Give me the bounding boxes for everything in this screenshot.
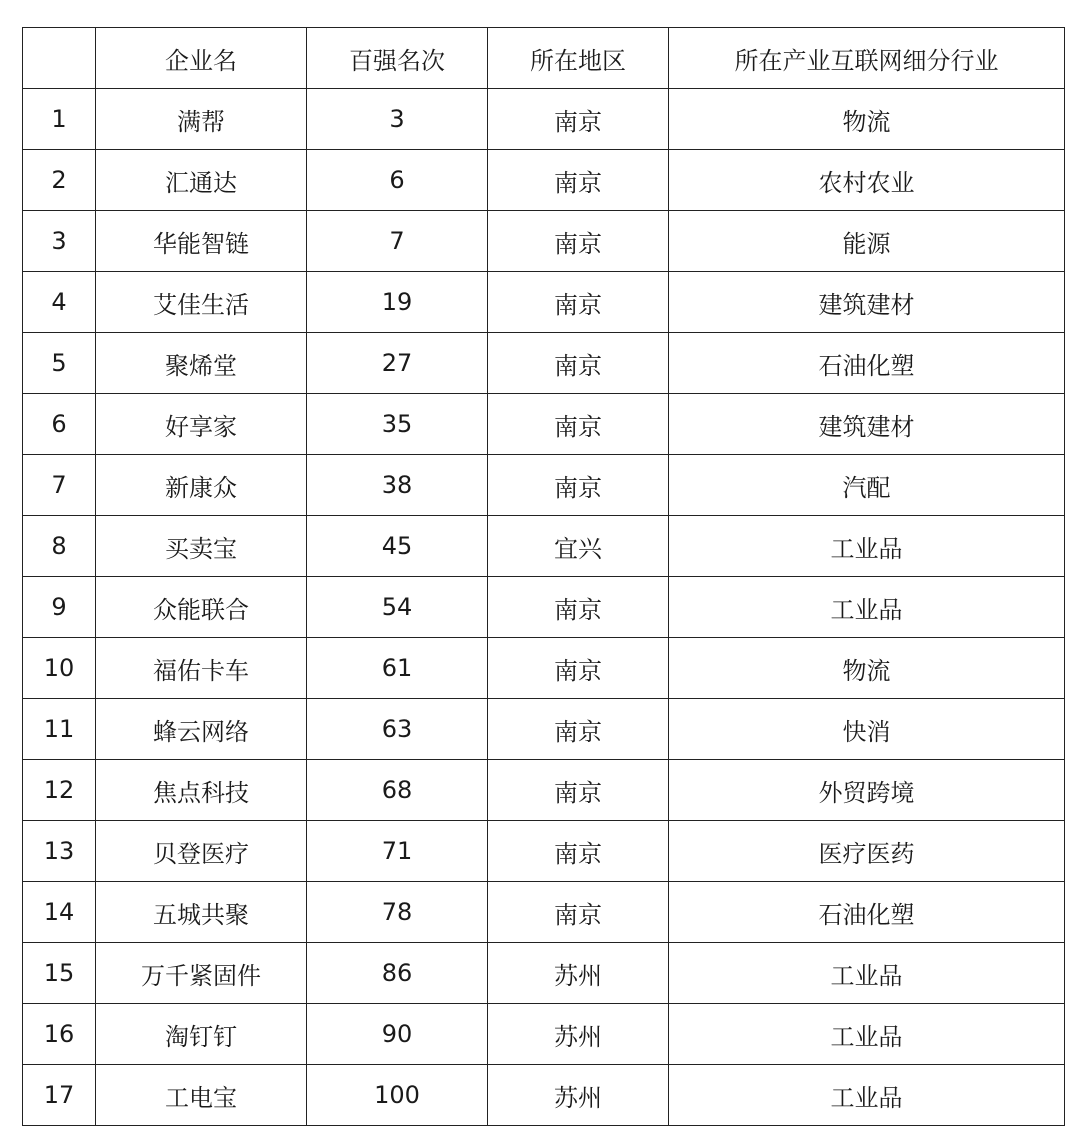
region-value: 南京 <box>488 760 669 821</box>
industry-value: 物流 <box>669 89 1065 150</box>
row-index: 3 <box>23 211 96 272</box>
rank-value: 90 <box>307 1004 488 1065</box>
header-row <box>23 28 1065 89</box>
table-row <box>23 1004 1065 1065</box>
company-name: 工电宝 <box>96 1065 307 1126</box>
row-index: 9 <box>23 577 96 638</box>
ranking-table <box>22 27 1065 1126</box>
industry-value: 工业品 <box>669 1004 1065 1065</box>
table-row <box>23 394 1065 455</box>
table-row <box>23 333 1065 394</box>
table-row <box>23 760 1065 821</box>
table-row <box>23 577 1065 638</box>
row-index: 1 <box>23 89 96 150</box>
table-row <box>23 638 1065 699</box>
industry-value: 建筑建材 <box>669 272 1065 333</box>
industry-value: 外贸跨境 <box>669 760 1065 821</box>
row-index: 11 <box>23 699 96 760</box>
company-name: 满帮 <box>96 89 307 150</box>
company-name: 华能智链 <box>96 211 307 272</box>
table-row <box>23 272 1065 333</box>
company-name: 焦点科技 <box>96 760 307 821</box>
table-row <box>23 821 1065 882</box>
region-value: 南京 <box>488 333 669 394</box>
industry-value: 汽配 <box>669 455 1065 516</box>
rank-value: 38 <box>307 455 488 516</box>
table-body <box>23 89 1065 1126</box>
row-index: 15 <box>23 943 96 1004</box>
industry-value: 工业品 <box>669 516 1065 577</box>
region-value: 宜兴 <box>488 516 669 577</box>
row-index: 10 <box>23 638 96 699</box>
region-value: 南京 <box>488 638 669 699</box>
header-rank: 百强名次 <box>307 28 488 89</box>
rank-value: 7 <box>307 211 488 272</box>
company-name: 贝登医疗 <box>96 821 307 882</box>
rank-value: 71 <box>307 821 488 882</box>
row-index: 13 <box>23 821 96 882</box>
rank-value: 78 <box>307 882 488 943</box>
rank-value: 54 <box>307 577 488 638</box>
header-index <box>23 28 96 89</box>
company-name: 五城共聚 <box>96 882 307 943</box>
region-value: 南京 <box>488 89 669 150</box>
rank-value: 45 <box>307 516 488 577</box>
row-index: 14 <box>23 882 96 943</box>
row-index: 4 <box>23 272 96 333</box>
row-index: 17 <box>23 1065 96 1126</box>
company-name: 好享家 <box>96 394 307 455</box>
table-row <box>23 516 1065 577</box>
row-index: 12 <box>23 760 96 821</box>
table-row <box>23 150 1065 211</box>
company-name: 众能联合 <box>96 577 307 638</box>
region-value: 南京 <box>488 272 669 333</box>
company-name: 万千紧固件 <box>96 943 307 1004</box>
industry-value: 工业品 <box>669 577 1065 638</box>
region-value: 苏州 <box>488 1065 669 1126</box>
row-index: 7 <box>23 455 96 516</box>
rank-value: 61 <box>307 638 488 699</box>
company-name: 蜂云网络 <box>96 699 307 760</box>
table-row <box>23 455 1065 516</box>
rank-value: 68 <box>307 760 488 821</box>
region-value: 南京 <box>488 577 669 638</box>
region-value: 南京 <box>488 455 669 516</box>
company-name: 艾佳生活 <box>96 272 307 333</box>
rank-value: 86 <box>307 943 488 1004</box>
rank-value: 27 <box>307 333 488 394</box>
industry-value: 能源 <box>669 211 1065 272</box>
region-value: 南京 <box>488 150 669 211</box>
header-industry: 所在产业互联网细分行业 <box>669 28 1065 89</box>
company-name: 汇通达 <box>96 150 307 211</box>
table-row <box>23 943 1065 1004</box>
table-row <box>23 882 1065 943</box>
header-region: 所在地区 <box>488 28 669 89</box>
industry-value: 石油化塑 <box>669 882 1065 943</box>
industry-value: 建筑建材 <box>669 394 1065 455</box>
industry-value: 农村农业 <box>669 150 1065 211</box>
region-value: 南京 <box>488 211 669 272</box>
row-index: 8 <box>23 516 96 577</box>
industry-value: 工业品 <box>669 1065 1065 1126</box>
table-row <box>23 211 1065 272</box>
rank-value: 19 <box>307 272 488 333</box>
region-value: 南京 <box>488 821 669 882</box>
industry-value: 快消 <box>669 699 1065 760</box>
region-value: 南京 <box>488 394 669 455</box>
row-index: 16 <box>23 1004 96 1065</box>
company-name: 新康众 <box>96 455 307 516</box>
company-name: 聚烯堂 <box>96 333 307 394</box>
row-index: 6 <box>23 394 96 455</box>
industry-value: 医疗医药 <box>669 821 1065 882</box>
rank-value: 63 <box>307 699 488 760</box>
company-name: 福佑卡车 <box>96 638 307 699</box>
table-row <box>23 89 1065 150</box>
rank-value: 6 <box>307 150 488 211</box>
rank-value: 3 <box>307 89 488 150</box>
company-name: 买卖宝 <box>96 516 307 577</box>
region-value: 南京 <box>488 699 669 760</box>
region-value: 苏州 <box>488 943 669 1004</box>
region-value: 南京 <box>488 882 669 943</box>
rank-value: 100 <box>307 1065 488 1126</box>
row-index: 5 <box>23 333 96 394</box>
rank-value: 35 <box>307 394 488 455</box>
industry-value: 物流 <box>669 638 1065 699</box>
header-company-name: 企业名 <box>96 28 307 89</box>
table-row <box>23 699 1065 760</box>
region-value: 苏州 <box>488 1004 669 1065</box>
industry-value: 工业品 <box>669 943 1065 1004</box>
table-row <box>23 1065 1065 1126</box>
row-index: 2 <box>23 150 96 211</box>
company-name: 淘钉钉 <box>96 1004 307 1065</box>
industry-value: 石油化塑 <box>669 333 1065 394</box>
